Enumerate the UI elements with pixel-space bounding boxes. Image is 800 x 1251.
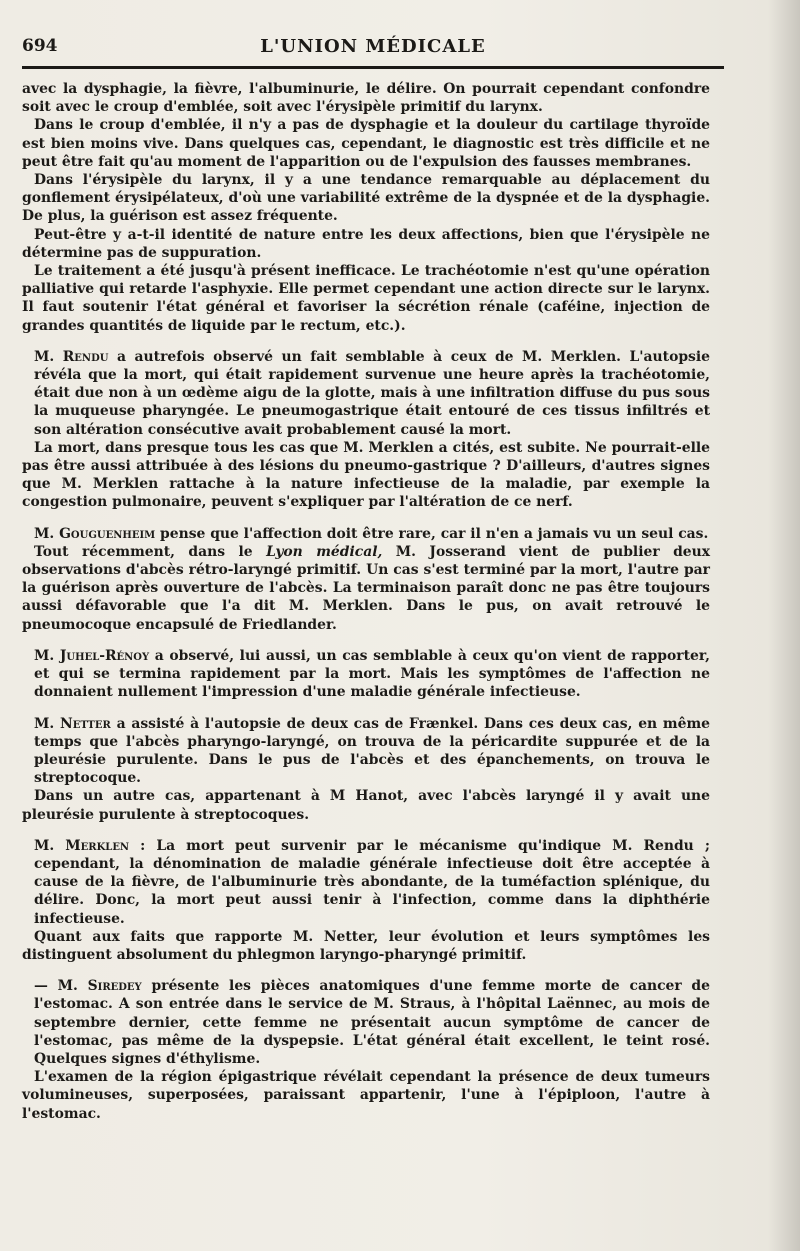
paragraph-text: La mort peut survenir par le mécanisme qu'indique M. Rendu ; cependant, la dénomination de maladie générale infectieuse doit être acceptée à cause de la fièvre, de l'albuminurie très abondante, de la tuméfaction splénique, du délire. Donc, la mort peut aussi tenir à l'infection, comme dans la diphthérie infectieuse. [34, 837, 710, 927]
paragraph [22, 80, 710, 116]
paragraph [22, 543, 710, 634]
paragraph-text: Dans un autre cas, appartenant à M Hanot, avec l'abcès laryngé il y avait une pleurésie purulente à streptocoques. [22, 788, 710, 823]
paragraph-text: M. Josserand vient de publier deux observations d'abcès rétro-laryngé primitif. Un cas s'est terminé par la mort, l'autre par la guérison après ouverture de l'abcès. La terminaison paraît donc ne pas être toujours aussi défavorable que l'a dit M. Merklen. Dans le pus, on avait retrouvé le pneumocoque encapsulé de Friedlander. [22, 543, 711, 633]
paragraph: M. Merklen : La mort peut survenir par le mécanisme qu'indique M. Rendu ; cependant, la dénomination de maladie générale infectieuse doit être acceptée à cause de la fièvre, de l'albuminurie très abondante, de la tuméfaction splénique, du délire. Donc, la mort peut aussi tenir à l'infection, comme dans la diphthérie infectieuse. [34, 837, 710, 927]
paragraph-text: Peut-être y a-t-il identité de nature entre les deux affections, bien que l'érysipèle ne détermine pas de suppuration. [22, 226, 710, 261]
paragraph [22, 226, 710, 262]
paragraph-text: Dans l'érysipèle du larynx, il y a une tendance remarquable au déplacement du gonflement érysipélateux, d'où une variabilité extrême de la dyspnée et de la dysphagie. De plus, la guérison est assez fréquente. [22, 172, 710, 225]
paragraph: — M. Siredey présente les pièces anatomiques d'une femme morte de cancer de l'estomac. A son entrée dans le service de M. Straus, à l'hôpital Laënnec, au mois de septembre dernier, cette femme ne présentait aucun symptôme de cancer de l'estomac, pas même de la dyspepsie. L'état général était excellent, le teint rosé. Quelques signes d'éthylisme. [34, 978, 710, 1067]
paragraph-text: a assisté à l'autopsie de deux cas de Frænkel. Dans ces deux cas, en même temps que l'abcès pharyngo-laryngé, on trouva de la péricardite suppurée et de la pleurésie purulente. Dans le pus de l'abcès et des épanchements, on trouva le streptocoque. [34, 715, 710, 787]
speaker-name: Rendu [62, 348, 109, 365]
paragraph-text: a observé, lui aussi, un cas semblable à ceux qu'on vient de rapporter, et qui se termina rapidement par la mort. Mais les symptômes de l'affection ne donnaient nullement l'impression d'une maladie générale infectieuse. [34, 647, 710, 701]
body-text [22, 80, 710, 1123]
paragraph [22, 439, 710, 512]
paragraph-text: présente les pièces anatomiques d'une femme morte de cancer de l'estomac. A son entrée dans le service de M. Straus, à l'hôpital Laënnec, au mois de septembre dernier, cette femme ne présentait aucun symptôme de cancer de l'estomac, pas même de la dyspepsie. L'état général était excellent, le teint rosé. Quelques signes d'éthylisme. [34, 978, 710, 1067]
speaker-name: Merklen [65, 837, 130, 854]
paragraph-text: Le traitement a été jusqu'à présent inefficace. Le trachéotomie n'est qu'une opération palliative qui retarde l'asphyxie. Elle permet cependant une action directe sur le larynx. Il faut soutenir l'état général et favoriser la sécrétion rénale (caféine, injection de grandes quantités de liquide par le rectum, etc.). [22, 263, 710, 334]
speaker-name: Netter [60, 715, 111, 732]
paragraph-text: L'examen de la région épigastrique révélait cependant la présence de deux tumeurs volumineuses, superposées, paraissant appartenir, l'une à l'épiploon, l'autre à l'estomac. [22, 1069, 710, 1122]
paragraph [22, 116, 710, 171]
paragraph-text: Dans le croup d'emblée, il n'y a pas de dysphagie et la douleur du cartilage thyroïde est bien moins vive. Dans quelques cas, cependant, le diagnostic est très difficile et ne peut être fait qu'au moment de l'apparition ou de l'expulsion des fausses membranes. [22, 117, 710, 170]
paragraph-text: Quant aux faits que rapporte M. Netter, leur évolution et leurs symptômes les distinguent absolument du phlegmon laryngo-pharyngé primitif. [22, 928, 710, 963]
running-title: L'UNION MÉDICALE [260, 36, 486, 57]
paragraph-text: avec la dysphagie, la fièvre, l'albuminurie, le délire. On pourrait cependant confondre soit avec le croup d'emblée, soit avec l'érysipèle primitif du larynx. [22, 81, 710, 116]
paragraph [22, 928, 710, 964]
speaker-name: Siredey [87, 978, 142, 995]
speaker-name: Juhel-Rénoy [59, 647, 150, 664]
paragraph-text: Tout récemment, dans le [34, 543, 267, 560]
paragraph: M. Rendu a autrefois observé un fait semblable à ceux de M. Merklen. L'autopsie révéla que la mort, qui était rapidement survenue une heure après la trachéotomie, était due non à un œdème aigu de la glotte, mais à une infiltration diffuse du pus sous la muqueuse pharyngée. Le pneumogastrique était entouré de ces tissus infiltrés et son altération consécutive avait probablement causé la mort. [34, 348, 710, 438]
paragraph-text: La mort, dans presque tous les cas que M. Merklen a cités, est subite. Ne pourrait-elle pas être aussi attribuée à des lésions du pneumo-gastrique ? D'ailleurs, d'autres signes que M. Merklen rattache à la nature infectieuse de la maladie, par exemple la congestion pulmonaire, peuvent s'expliquer par l'altération de ce nerf. [22, 439, 710, 511]
page-number: 694 [22, 36, 58, 56]
header-rule [22, 66, 724, 69]
paragraph [22, 262, 710, 335]
paragraph-text: a autrefois observé un fait semblable à ceux de M. Merklen. L'autopsie révéla que la mort, qui était rapidement survenue une heure après la trachéotomie, était due non à un œdème aigu de la glotte, mais à une infiltration diffuse du pus sous la muqueuse pharyngée. Le pneumogastrique était entouré de ces tissus infiltrés et son altération consécutive avait probablement causé la mort. [34, 348, 710, 438]
paragraph [22, 1068, 710, 1123]
speaker-name: Gouguenheim [59, 525, 156, 542]
paragraph-text: pense que l'affection doit être rare, car il n'en a jamais vu un seul cas. [160, 525, 709, 542]
paragraph [22, 171, 710, 226]
journal-title: Lyon médical, [266, 543, 383, 560]
paragraph [22, 787, 710, 823]
paragraph: M. Gouguenheim pense que l'affection doit être rare, car il n'en a jamais vu un seul cas. [34, 525, 709, 542]
page-header [22, 36, 724, 60]
paragraph: M. Juhel-Rénoy a observé, lui aussi, un cas semblable à ceux qu'on vient de rapporter, et qui se termina rapidement par la mort. Mais les symptômes de l'affection ne donnaient nullement l'impression d'une maladie générale infectieuse. [34, 647, 710, 701]
paragraph: M. Netter a assisté à l'autopsie de deux cas de Frænkel. Dans ces deux cas, en même temps que l'abcès pharyngo-laryngé, on trouva de la péricardite suppurée et de la pleurésie purulente. Dans le pus de l'abcès et des épanchements, on trouva le streptocoque. [34, 715, 710, 787]
